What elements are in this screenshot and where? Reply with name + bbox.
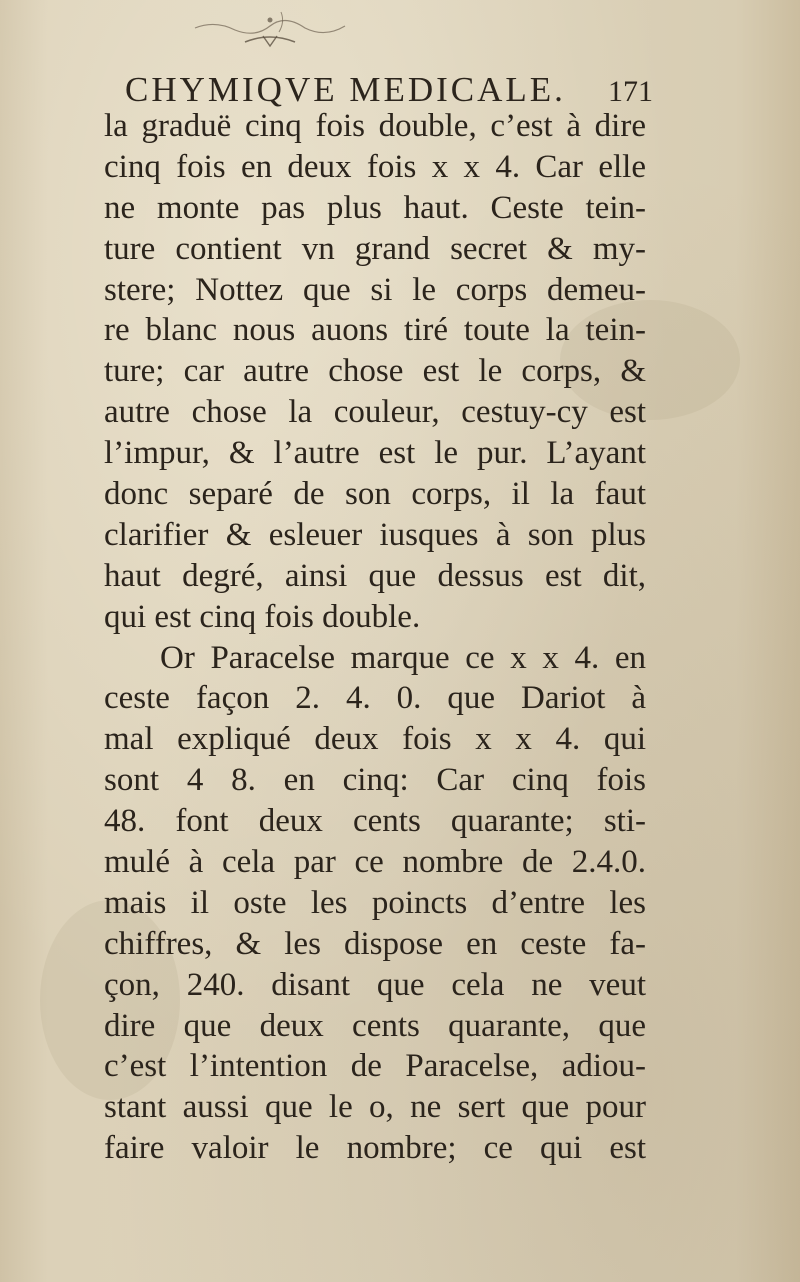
text-line: ne monte pas plus haut. Ceste tein- xyxy=(104,189,646,226)
text-line: c’est l’intention de Paracelse, adiou- xyxy=(104,1048,646,1085)
text-line: qui est cinq fois double. xyxy=(104,598,421,635)
paragraph-first-line: Or Paracelse marque ce x x 4. en xyxy=(160,639,646,676)
text-line: 48. font deux cents quarante; sti- xyxy=(104,803,646,840)
text-line: mulé à cela par ce nombre de 2.4.0. xyxy=(104,844,646,881)
text-line: cinq fois en deux fois x x 4. Car elle xyxy=(104,148,646,185)
running-title: CHYMIQVE MEDICALE. xyxy=(125,70,566,109)
text-line: la graduë cinq fois double, c’est à dire xyxy=(104,108,646,144)
text-line: dire que deux cents quarante, que xyxy=(104,1007,646,1044)
page-number: 171 xyxy=(608,75,653,108)
text-line: autre chose la couleur, cestuy-cy est xyxy=(104,394,646,431)
text-line: haut degré, ainsi que dessus est dit, xyxy=(104,557,646,594)
text-line: faire valoir le nombre; ce qui est xyxy=(104,1130,646,1167)
text-line: sont 4 8. en cinq: Car cinq fois xyxy=(104,762,646,799)
text-line: çon, 240. disant que cela ne veut xyxy=(104,966,646,1003)
text-line: mal expliqué deux fois x x 4. qui xyxy=(104,721,646,758)
text-line: clarifier & esleuer iusques à son plus xyxy=(104,516,646,553)
text-line: ture contient vn grand secret & my- xyxy=(104,230,646,267)
text-line: stant aussi que le o, ne sert que pour xyxy=(104,1089,646,1126)
text-line: re blanc nous auons tiré toute la tein- xyxy=(104,312,646,349)
text-line: ceste façon 2. 4. 0. que Dariot à xyxy=(104,680,646,717)
text-line: mais il oste les poincts d’entre les xyxy=(104,884,646,921)
header-ornament-icon xyxy=(185,6,355,52)
body-text xyxy=(104,106,646,1169)
text-line: stere; Nottez que si le corps demeu- xyxy=(104,271,646,308)
text-line: ture; car autre chose est le corps, & xyxy=(104,353,646,390)
text-line: donc separé de son corps, il la faut xyxy=(104,476,646,513)
text-line: chiffres, & les dispose en ceste fa- xyxy=(104,925,646,962)
text-line: l’impur, & l’autre est le pur. L’ayant xyxy=(104,435,646,472)
